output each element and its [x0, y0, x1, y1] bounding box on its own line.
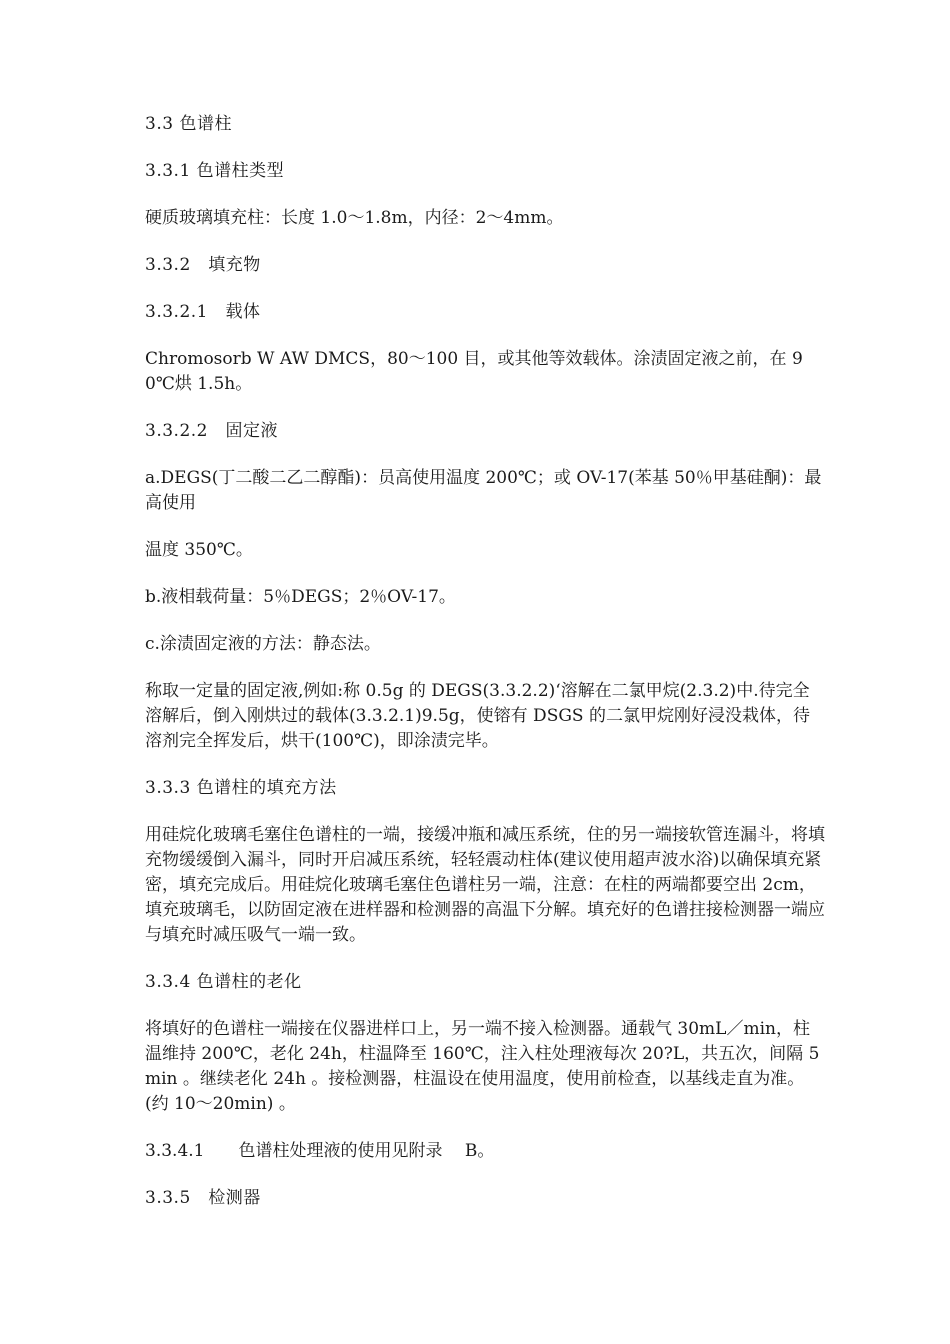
body-paragraph: b.液相载荷量：5％DEGS；2％OV-17。 [145, 587, 456, 607]
subsubsection-heading: 3.3.2.1 载体 [145, 302, 261, 322]
subsection-heading: 3.3.2 填充物 [145, 255, 261, 275]
body-paragraph: 将填好的色谱柱一端接在仪器进样口上，另一端不接入检测器。通载气 30mL／min，柱温维持 200℃，老化 24h，柱温降至 160℃，注入柱处理液每次 20?L，共五次，间隔 5min 。继续老化 24h 。接检测器，柱温设在使用温度，使用前检查，以基线走直为准。 (约 10～20min) 。 [145, 1019, 820, 1114]
subsection-heading: 3.3.4 色谱柱的老化 [145, 972, 302, 992]
subsection-heading: 3.3.5 检测器 [145, 1188, 261, 1208]
body-paragraph: Chromosorb W AW DMCS，80～100 目，或其他等效载体。涂渍固定液之前，在 90℃烘 1.5h。 [145, 349, 803, 394]
body-paragraph: 称取一定量的固定液,例如:称 0.5g 的 DEGS(3.3.2.2)‘溶解在二氯甲烷(2.3.2)中.待完全溶解后，倒入刚烘过的载体(3.3.2.1)9.5g，使镕有 DSGS 的二氯甲烷刚好浸没栽体，待溶剂完全挥发后，烘干(100℃)，即涂渍完毕。 [145, 681, 810, 751]
body-paragraph: c.涂渍固定液的方法：静态法。 [145, 634, 381, 654]
subsubsection-heading: 3.3.2.2 固定液 [145, 421, 278, 441]
document-page [145, 112, 825, 1233]
body-paragraph: 温度 350℃。 [145, 540, 253, 560]
subsection-heading: 3.3.3 色谱柱的填充方法 [145, 778, 337, 798]
section-heading: 3.3 色谱柱 [145, 114, 232, 134]
body-paragraph: a.DEGS(丁二酸二乙二醇酯)：员高使用温度 200℃；或 OV-17(苯基 50％甲基硅酮)：最高使用 [145, 468, 822, 513]
body-paragraph: 3.3.4.1 色谱柱处理液的使用见附录 B。 [145, 1141, 495, 1161]
body-paragraph: 硬质玻璃填充柱：长度 1.0～1.8m，内径：2～4mm。 [145, 208, 564, 228]
body-paragraph: 用硅烷化玻璃毛塞住色谱柱的一端，接缓冲瓶和减压系统，住的另一端接软管连漏斗，将填充物缓缓倒入漏斗，同时开启减压系统，轻轻震动柱体(建议使用超声波水浴)以确保填充紧密，填充完成后。用硅烷化玻璃毛塞住色谱柱另一端，注意：在柱的两端都要空出 2cm，填充玻璃毛，以防固定液在进样器和检测器的高温下分解。填充好的色谱拄接检测器一端应与填充时减压吸气一端一致。 [145, 825, 825, 945]
subsection-heading: 3.3.1 色谱柱类型 [145, 161, 285, 181]
